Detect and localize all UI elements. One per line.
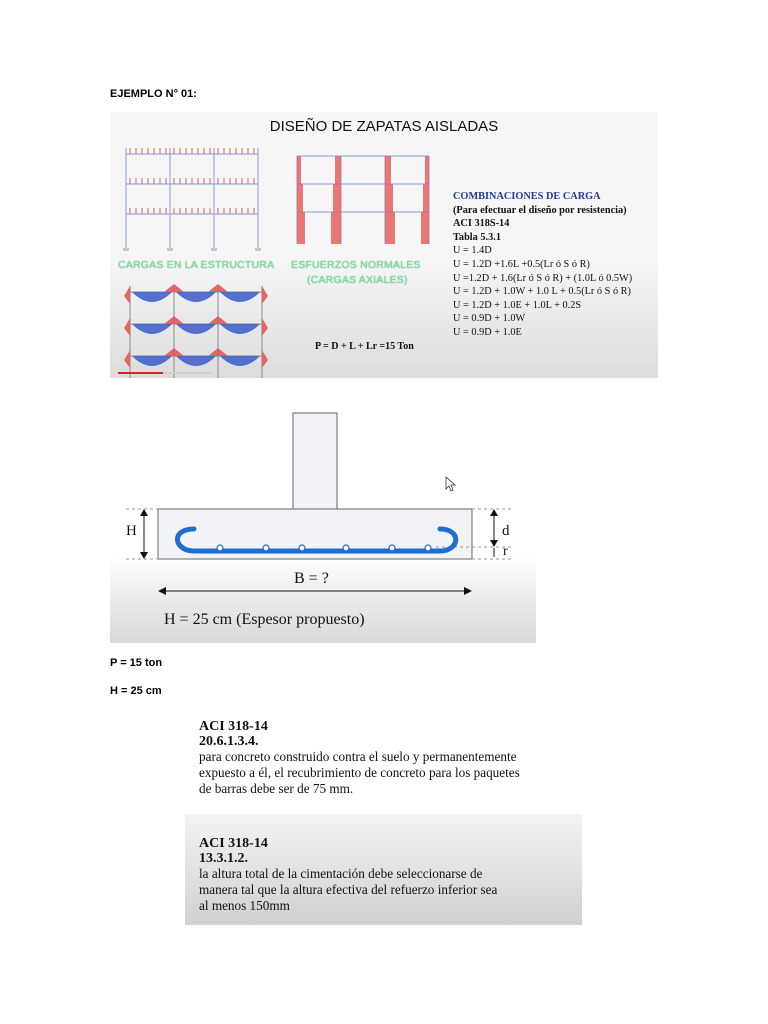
combo-code: ACI 318S-14 xyxy=(453,218,510,230)
label-structure-loads: CARGAS EN LA ESTRUCTURA xyxy=(118,259,275,271)
combo-line: U = 0.9D + 1.0E xyxy=(453,326,522,338)
ref2-line: manera tal que la altura efectiva del refuerzo inferior sea xyxy=(199,882,498,897)
label-H: H xyxy=(126,523,137,539)
label-d: d xyxy=(502,523,510,539)
combo-line: U =1.2D + 1.6(Lr ó S ó R) + (1.0L ó 0.5W) xyxy=(453,272,633,284)
moment-diagram xyxy=(124,282,270,378)
label-axial-loads: (CARGAS AXIALES) xyxy=(307,274,408,286)
combo-line: U = 1.2D + 1.0E + 1.0L + 0.2S xyxy=(453,299,582,311)
ref2-section: 13.3.1.2. xyxy=(199,851,248,866)
footing-caption: H = 25 cm (Espesor propuesto) xyxy=(164,611,365,628)
axial-stress-diagram xyxy=(295,154,433,248)
ref2-line: al menos 150mm xyxy=(199,898,290,913)
combo-title: COMBINACIONES DE CARGA xyxy=(453,191,601,202)
label-B: B = ? xyxy=(294,570,329,587)
combo-line: U = 0.9D + 1.0W xyxy=(453,313,526,325)
slide-footing-section xyxy=(110,405,536,643)
given-height: H = 25 cm xyxy=(110,685,162,697)
cursor-icon xyxy=(446,477,455,491)
combo-line: U = 1.2D + 1.0W + 1.0 L + 0.5(Lr ó S ó R) xyxy=(453,286,631,298)
slide-load-combinations xyxy=(110,112,658,378)
combo-line: U = 1.2D +1.6L +0.5(Lr ó S ó R) xyxy=(453,258,590,270)
slide-title: DISEÑO DE ZAPATAS AISLADAS xyxy=(269,118,499,135)
p-formula: P = D + L + Lr =15 Ton xyxy=(315,341,414,352)
combo-table: Tabla 5.3.1 xyxy=(453,231,501,243)
combo-subtitle: (Para efectuar el diseño por resistencia) xyxy=(453,204,627,216)
ref1-line: expuesto a él, el recubrimiento de concreto para los paquetes xyxy=(199,765,520,780)
video-progress-played[interactable] xyxy=(118,372,163,374)
video-progress-buffered xyxy=(163,372,213,374)
ref1-line: para concreto construido contra el suelo y permanentemente xyxy=(199,749,517,764)
load-combinations xyxy=(453,190,632,340)
frame-loads-diagram xyxy=(122,146,264,256)
ref1-line: de barras debe ser de 75 mm. xyxy=(199,781,354,796)
ref1-section: 20.6.1.3.4. xyxy=(199,734,259,749)
ref1-code: ACI 318-14 xyxy=(199,719,268,734)
combo-line: U = 1.4D xyxy=(453,245,492,257)
label-r: r xyxy=(503,544,508,559)
footing-section-diagram xyxy=(110,405,536,643)
page-heading: EJEMPLO N° 01: xyxy=(110,88,197,100)
reference-depth xyxy=(185,814,582,925)
ref2-line: la altura total de la cimentación debe seleccionarse de xyxy=(199,866,483,881)
label-normal-stress: ESFUERZOS NORMALES xyxy=(291,259,421,271)
ref2-code: ACI 318-14 xyxy=(199,836,268,851)
reference-cover xyxy=(185,714,582,814)
column-shape xyxy=(293,413,337,509)
given-load: P = 15 ton xyxy=(110,657,163,669)
